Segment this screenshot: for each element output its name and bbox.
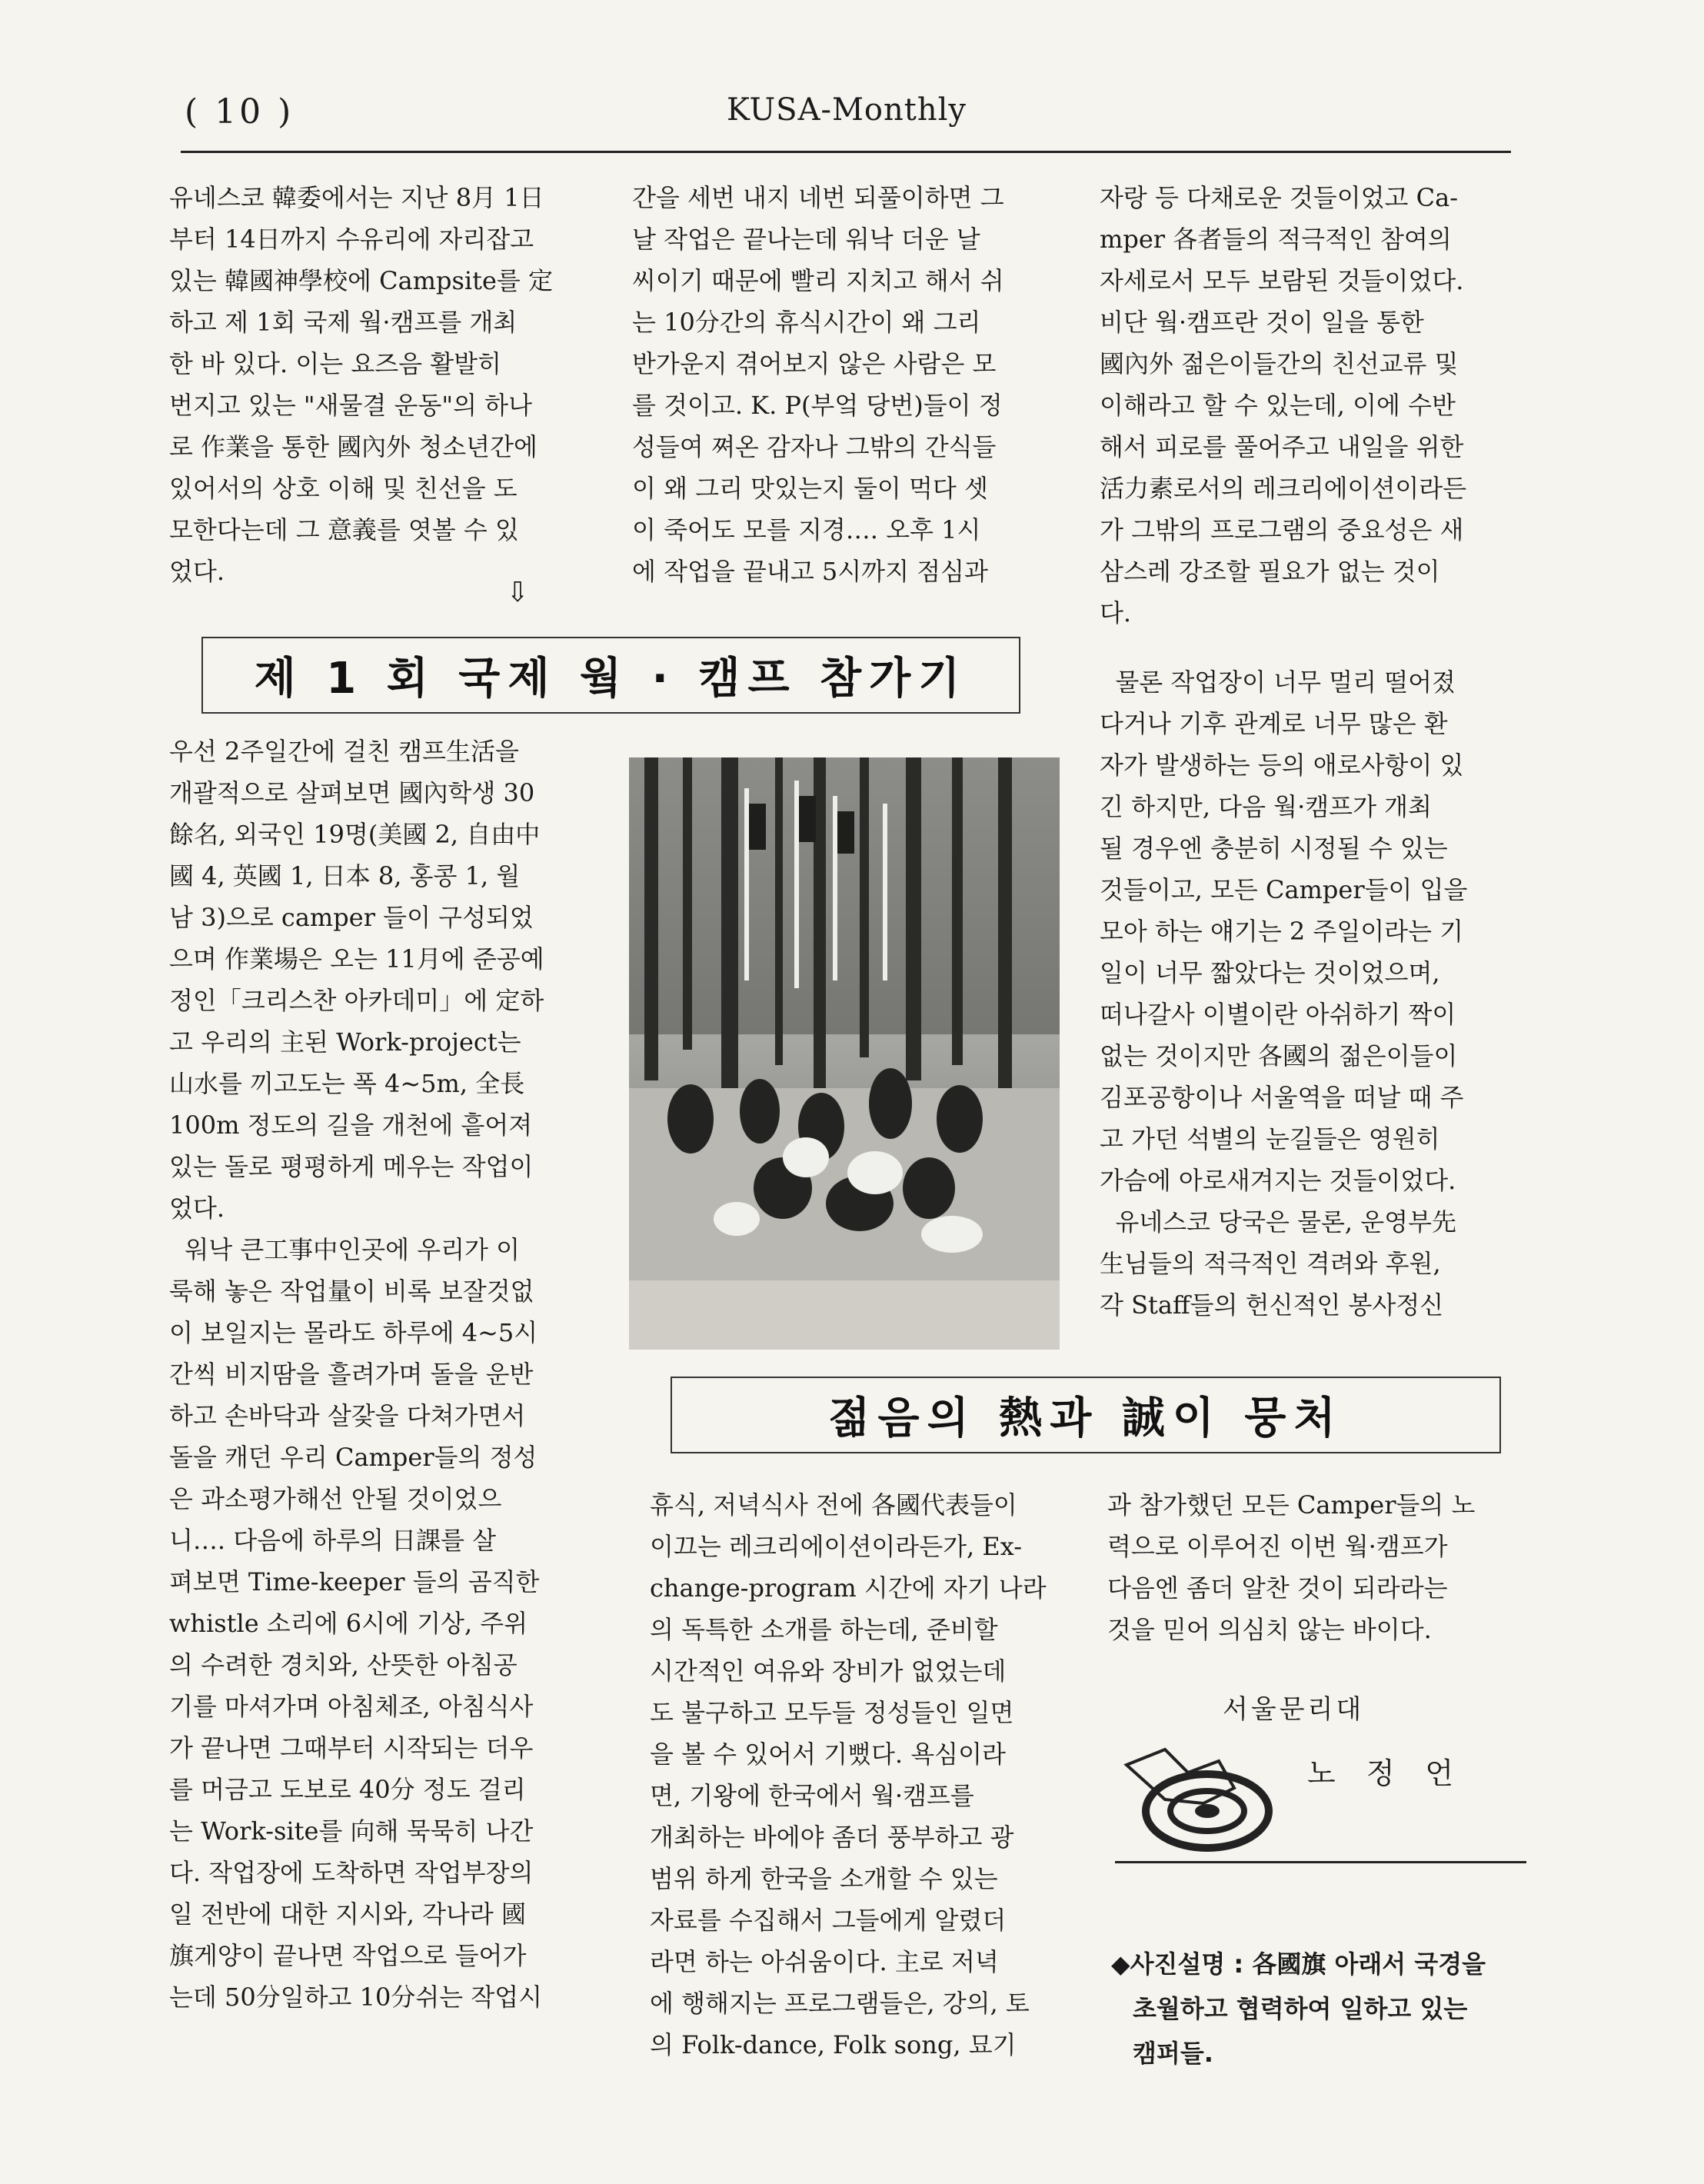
text-line: 떠나갈사 이별이란 아쉬하기 짝이 (1100, 1000, 1456, 1029)
publication-title: KUSA-Monthly (727, 92, 967, 128)
caption-line: ◆사진설명 : 各國旗 아래서 국경을 (1111, 1949, 1486, 1979)
text-line: 남 3)으로 camper 들이 구성되었 (169, 903, 534, 932)
text-line: 다. 작업장에 도착하면 작업부장의 (169, 1858, 534, 1887)
text-line: 면, 기왕에 한국에서 웤·캠프를 (650, 1781, 974, 1810)
text-line: 개최하는 바에야 좀더 풍부하고 광 (650, 1823, 1014, 1852)
text-line: 개괄적으로 살펴보면 國內학생 30 (169, 778, 535, 807)
text-line: 우선 2주일간에 걸친 캠프生活을 (169, 737, 519, 766)
text-line: 에 행해지는 프로그램들은, 강의, 토 (650, 1989, 1030, 2018)
text-line: 이 왜 그리 맛있는지 둘이 먹다 셋 (632, 474, 988, 503)
text-line: 자료를 수집해서 그들에게 알렸더 (650, 1906, 1007, 1935)
text-line: 를 것이고. K. P(부엌 당번)들이 정 (632, 391, 1003, 420)
text-line: 날 작업은 끝나는데 워낙 더운 날 (632, 225, 980, 254)
text-line: 있어서의 상호 이해 및 친선을 도 (169, 474, 518, 503)
text-line: 될 경우엔 충분히 시정될 수 있는 (1100, 834, 1448, 863)
text-line: 의 Folk-dance, Folk song, 묘기 (650, 2030, 1017, 2059)
text-line: 라면 하는 아쉬움이다. 主로 저녁 (650, 1947, 999, 1976)
text-line: 이끄는 레크리에이션이라든가, Ex- (650, 1532, 1023, 1561)
page-number: ( 10 ) (185, 92, 295, 132)
text-line: 國 4, 英國 1, 日本 8, 홍콩 1, 월 (169, 861, 521, 891)
author-stamp-icon (1119, 1719, 1303, 1857)
text-line: 한 바 있다. 이는 요즈음 활발히 (169, 349, 501, 378)
text-line: 모한다는데 그 意義를 엿볼 수 있 (169, 515, 519, 544)
text-line: 휴식, 저녁식사 전에 各國代表들이 (650, 1490, 1017, 1520)
text-line: 에 작업을 끝내고 5시까지 점심과 (632, 557, 988, 586)
author-school: 서울문리대 (1223, 1694, 1365, 1725)
text-line: 비단 웤·캠프란 것이 일을 통한 (1100, 308, 1424, 337)
text-line: 기를 마셔가며 아침체조, 아침식사 (169, 1692, 534, 1721)
text-line: 고 가던 석별의 눈길들은 영원히 (1100, 1124, 1440, 1154)
text-line: 가 끝나면 그때부터 시작되는 더우 (169, 1733, 534, 1763)
text-line: 삼스레 강조할 필요가 없는 것이 (1100, 557, 1440, 586)
text-line: 이해라고 할 수 있는데, 이에 수반 (1100, 391, 1456, 420)
author-name: 노정언 (1307, 1756, 1485, 1790)
caption-line: 초월하고 협력하여 일하고 있는 (1133, 1994, 1468, 2023)
text-line: 는데 50分일하고 10分쉬는 작업시 (169, 1983, 543, 2012)
text-line: 부터 14日까지 수유리에 자리잡고 (169, 225, 534, 254)
text-line: 生님들의 적극적인 격려와 후원, (1100, 1249, 1441, 1278)
text-line: 자랑 등 다채로운 것들이었고 Ca- (1100, 183, 1459, 212)
camp-photo (629, 757, 1060, 1350)
text-line: 하고 손바닥과 살갗을 다쳐가면서 (169, 1401, 526, 1430)
column-2-top (632, 177, 1004, 592)
text-line: 있는 돌로 평평하게 메우는 작업이 (169, 1152, 534, 1181)
text-line: 니…. 다음에 하루의 日課를 살 (169, 1526, 497, 1555)
text-line: 있는 韓國神學校에 Campsite를 定 (169, 266, 554, 295)
text-line: 은 과소평가해선 안될 것이었으 (169, 1484, 502, 1513)
text-line: 일이 너무 짧았다는 것이었으며, (1100, 958, 1440, 987)
text-line: 일 전반에 대한 지시와, 각나라 國 (169, 1899, 526, 1929)
headline-main: 제 1 회 국제 웤 · 캠프 참가기 (201, 637, 1020, 714)
text-line: 돌을 캐던 우리 Camper들의 정성 (169, 1443, 537, 1472)
text-line: 해서 피로를 풀어주고 내일을 위한 (1100, 432, 1464, 461)
text-line: 山水를 끼고도는 폭 4~5m, 全長 (169, 1069, 525, 1098)
column-1-top (169, 177, 553, 592)
text-line: 모아 하는 얘기는 2 주일이라는 기 (1100, 917, 1464, 946)
column-3-top (1100, 177, 1466, 634)
text-line: 시간적인 여유와 장비가 없었는데 (650, 1656, 1007, 1686)
text-line: 없는 것이지만 各國의 젊은이들이 (1100, 1041, 1458, 1070)
text-line: 旗게양이 끝나면 작업으로 들어가 (169, 1941, 527, 1970)
text-line: 餘名, 외국인 19명(美國 2, 自由中 (169, 820, 541, 849)
text-line: 의 수려한 경치와, 산뜻한 아침공 (169, 1650, 518, 1680)
text-line: 이 보일지는 몰라도 하루에 4~5시 (169, 1318, 538, 1347)
continue-arrow-icon: ⇩ (506, 577, 530, 608)
text-line: 워낙 큰工事中인곳에 우리가 이 (169, 1235, 520, 1264)
text-line: whistle 소리에 6시에 기상, 주위 (169, 1609, 528, 1638)
text-line: 를 머금고 도보로 40分 정도 걸리 (169, 1775, 526, 1804)
headline-secondary: 젊음의 熱과 誠이 뭉처 (671, 1377, 1501, 1453)
column-3-bottom (1107, 1484, 1475, 1650)
text-line: 것을 믿어 의심치 않는 바이다. (1107, 1615, 1432, 1644)
text-line: change-program 시간에 자기 나라 (650, 1573, 1047, 1603)
text-line: 의 독특한 소개를 하는데, 준비할 (650, 1615, 998, 1644)
text-line: 간을 세번 내지 네번 되풀이하면 그 (632, 183, 1004, 212)
text-line: 活力素로서의 레크리에이션이라든 (1100, 474, 1467, 503)
column-3-body (1100, 661, 1467, 1326)
text-line: 간씩 비지땀을 흘려가며 돌을 운반 (169, 1360, 534, 1389)
text-line: 유네스코 당국은 물론, 운영부先 (1100, 1207, 1456, 1237)
text-line: 과 참가했던 모든 Camper들의 노 (1107, 1490, 1476, 1520)
text-line: 각 Staff들의 헌신적인 봉사정신 (1100, 1290, 1444, 1320)
text-line: 범위 하게 한국을 소개할 수 있는 (650, 1864, 998, 1893)
text-line: 100m 정도의 길을 개천에 흩어져 (169, 1110, 533, 1140)
photo-caption (1111, 1942, 1542, 2076)
caption-rule (1115, 1861, 1526, 1863)
text-line: 이 죽어도 모를 지경…. 오후 1시 (632, 515, 981, 544)
header-rule (181, 151, 1511, 153)
text-line: 정인「크리스찬 아카데미」에 定하 (169, 986, 544, 1015)
text-line: 유네스코 韓委에서는 지난 8月 1日 (169, 183, 544, 212)
text-line: mper 各者들의 적극적인 참여의 (1100, 225, 1452, 254)
text-line: 가슴에 아로새겨지는 것들이었다. (1100, 1166, 1456, 1195)
text-line: 고 우리의 主된 Work-project는 (169, 1027, 521, 1057)
text-line: 도 불구하고 모두들 정성들인 일면 (650, 1698, 1014, 1727)
text-line: 번지고 있는 "새물결 운동"의 하나 (169, 391, 532, 420)
text-line: 을 볼 수 있어서 기뻤다. 욕심이라 (650, 1740, 1006, 1769)
text-line: 자가 발생하는 등의 애로사항이 있 (1100, 751, 1464, 780)
text-line: 펴보면 Time-keeper 들의 곰직한 (169, 1567, 540, 1596)
text-line: 하고 제 1회 국제 웤·캠프를 개최 (169, 308, 518, 337)
text-line: 긴 하지만, 다음 웤·캠프가 개최 (1100, 792, 1432, 821)
text-line: 었다. (169, 557, 225, 586)
text-line: 력으로 이루어진 이번 웤·캠프가 (1107, 1532, 1448, 1561)
text-line: 김포공항이나 서울역을 떠날 때 주 (1100, 1083, 1464, 1112)
camp-photo-image (629, 757, 1060, 1350)
text-line: 다음엔 좀더 알찬 것이 되라라는 (1107, 1573, 1448, 1603)
text-line: 자세로서 모두 보람된 것들이었다. (1100, 266, 1464, 295)
text-line: 는 Work-site를 向해 묵묵히 나간 (169, 1816, 534, 1846)
text-line: 가 그밖의 프로그램의 중요성은 새 (1100, 515, 1464, 544)
text-line: 었다. (169, 1194, 225, 1223)
text-line: 것들이고, 모든 Camper들이 입을 (1100, 875, 1468, 904)
caption-line: 캠퍼들. (1133, 2039, 1213, 2068)
text-line: 다거나 기후 관계로 너무 많은 환 (1100, 709, 1448, 738)
text-line: 으며 作業場은 오는 11月에 준공예 (169, 944, 544, 974)
text-line: 성들여 쪄온 감자나 그밖의 간식들 (632, 432, 997, 461)
text-line: 반가운지 겪어보지 않은 사람은 모 (632, 349, 997, 378)
text-line: 룩해 놓은 작업量이 비록 보잘것없 (169, 1277, 534, 1306)
text-line: 는 10分간의 휴식시간이 왜 그리 (632, 308, 981, 337)
text-line: 씨이기 때문에 빨리 지치고 해서 쉬 (632, 266, 1004, 295)
column-2-bottom (650, 1484, 1047, 2066)
text-line: 로 作業을 통한 國內外 청소년간에 (169, 432, 537, 461)
text-line: 國內外 젊은이들간의 친선교류 및 (1100, 349, 1459, 378)
text-line: 다. (1100, 598, 1132, 628)
column-1-body (169, 731, 544, 2018)
text-line: 물론 작업장이 너무 멀리 떨어졌 (1100, 668, 1456, 697)
